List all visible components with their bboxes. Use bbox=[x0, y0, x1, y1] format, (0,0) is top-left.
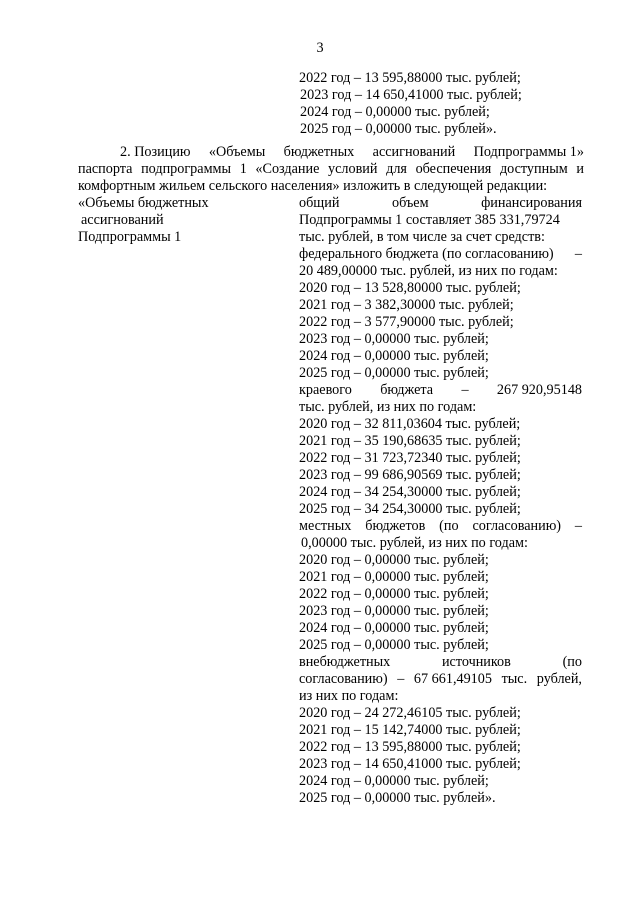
regional-year-line: 2023 год – 99 686,90569 тыс. рублей; bbox=[299, 467, 521, 483]
word: краевого bbox=[299, 382, 352, 398]
word: «Объемы bbox=[208, 144, 266, 160]
local-year-line: 2021 год – 0,00000 тыс. рублей; bbox=[299, 569, 489, 585]
left-column-line: Подпрограммы 1 bbox=[78, 229, 182, 245]
extrabudgetary-year-line: 2022 год – 13 595,88000 тыс. рублей; bbox=[299, 739, 521, 755]
page-number: 3 bbox=[316, 40, 324, 56]
federal-year-line: 2023 год – 0,00000 тыс. рублей; bbox=[299, 331, 489, 347]
local-budget-head bbox=[299, 518, 582, 535]
regional-budget-total: тыс. рублей, из них по годам: bbox=[299, 399, 477, 415]
right-line-total: Подпрограммы 1 составляет 385 331,79724 bbox=[299, 212, 560, 228]
word: 1 bbox=[239, 161, 247, 177]
word: условий bbox=[328, 161, 378, 177]
local-year-line: 2020 год – 0,00000 тыс. рублей; bbox=[299, 552, 489, 568]
word: (по bbox=[562, 654, 582, 670]
paragraph-line-1 bbox=[78, 144, 584, 161]
paragraph-line-2 bbox=[78, 161, 584, 178]
extrabudgetary-sub: из них по годам: bbox=[299, 688, 399, 704]
intro-line: 2025 год – 0,00000 тыс. рублей». bbox=[300, 121, 497, 137]
extrabudgetary-year-line: 2024 год – 0,00000 тыс. рублей; bbox=[299, 773, 489, 789]
word: «Создание bbox=[255, 161, 320, 177]
word: Подпрограммы 1» bbox=[473, 144, 584, 160]
table-left-column bbox=[78, 195, 278, 246]
federal-year-line: 2022 год – 3 577,90000 тыс. рублей; bbox=[299, 314, 514, 330]
intro-line: 2024 год – 0,00000 тыс. рублей; bbox=[300, 104, 490, 120]
word: обеспечения bbox=[415, 161, 492, 177]
intro-line: 2023 год – 14 650,41000 тыс. рублей; bbox=[300, 87, 522, 103]
word: федерального бюджета (по согласованию) bbox=[299, 246, 554, 262]
word: 267 920,95148 bbox=[496, 382, 582, 398]
federal-budget-total: 20 489,00000 тыс. рублей, из них по годам: bbox=[299, 263, 558, 279]
word: тыс. bbox=[501, 671, 528, 687]
word: источников bbox=[441, 654, 511, 670]
word: для bbox=[386, 161, 407, 177]
word: рублей, bbox=[536, 671, 582, 687]
word: бюджетных bbox=[283, 144, 355, 160]
regional-year-line: 2024 год – 34 254,30000 тыс. рублей; bbox=[299, 484, 521, 500]
left-column-line: «Объемы бюджетных bbox=[78, 195, 209, 211]
word: – bbox=[574, 246, 582, 262]
word: финансирования bbox=[481, 195, 582, 211]
word: паспорта bbox=[78, 161, 133, 177]
intro-line: 2022 год – 13 595,88000 тыс. рублей; bbox=[299, 70, 521, 86]
word: бюджета bbox=[380, 382, 434, 398]
word: согласованию) bbox=[299, 671, 388, 687]
extrabudgetary-total bbox=[299, 671, 582, 688]
local-year-line: 2025 год – 0,00000 тыс. рублей; bbox=[299, 637, 489, 653]
word: объем bbox=[391, 195, 429, 211]
federal-year-line: 2021 год – 3 382,30000 тыс. рублей; bbox=[299, 297, 514, 313]
right-line-total-head bbox=[299, 195, 582, 212]
extrabudgetary-year-line: 2020 год – 24 272,46105 тыс. рублей; bbox=[299, 705, 521, 721]
word: – bbox=[461, 382, 469, 398]
word: – bbox=[574, 518, 582, 534]
regional-year-line: 2021 год – 35 190,68635 тыс. рублей; bbox=[299, 433, 521, 449]
word: бюджетов bbox=[365, 518, 426, 534]
local-year-line: 2024 год – 0,00000 тыс. рублей; bbox=[299, 620, 489, 636]
extrabudgetary-year-line: 2021 год – 15 142,74000 тыс. рублей; bbox=[299, 722, 521, 738]
local-year-line: 2023 год – 0,00000 тыс. рублей; bbox=[299, 603, 489, 619]
extrabudgetary-head bbox=[299, 654, 582, 671]
word: внебюджетных bbox=[299, 654, 391, 670]
word: ассигнований bbox=[372, 144, 456, 160]
regional-year-line: 2025 год – 34 254,30000 тыс. рублей; bbox=[299, 501, 521, 517]
extrabudgetary-year-line: 2025 год – 0,00000 тыс. рублей». bbox=[299, 790, 496, 806]
word: (по bbox=[439, 518, 459, 534]
word: 2. Позицию bbox=[120, 144, 191, 160]
right-line-sources: тыс. рублей, в том числе за счет средств: bbox=[299, 229, 545, 245]
word: и bbox=[576, 161, 584, 177]
word: согласованию) bbox=[472, 518, 562, 534]
word: – bbox=[397, 671, 405, 687]
word: подпрограммы bbox=[141, 161, 232, 177]
left-column-line: ассигнований bbox=[81, 212, 164, 228]
local-year-line: 2022 год – 0,00000 тыс. рублей; bbox=[299, 586, 489, 602]
table-right-column bbox=[299, 195, 582, 807]
word: 67 661,49105 bbox=[413, 671, 492, 687]
regional-year-line: 2022 год – 31 723,72340 тыс. рублей; bbox=[299, 450, 521, 466]
extrabudgetary-year-line: 2023 год – 14 650,41000 тыс. рублей; bbox=[299, 756, 521, 772]
paragraph-line-3: комфортным жильем сельского населения» изложить в следующей редакции: bbox=[78, 178, 548, 194]
regional-budget-head bbox=[299, 382, 582, 399]
amendment-paragraph bbox=[78, 144, 584, 195]
federal-year-line: 2024 год – 0,00000 тыс. рублей; bbox=[299, 348, 489, 364]
local-budget-total: 0,00000 тыс. рублей, из них по годам: bbox=[301, 535, 528, 551]
word: доступным bbox=[499, 161, 568, 177]
federal-year-line: 2020 год – 13 528,80000 тыс. рублей; bbox=[299, 280, 521, 296]
federal-year-line: 2025 год – 0,00000 тыс. рублей; bbox=[299, 365, 489, 381]
regional-year-line: 2020 год – 32 811,03604 тыс. рублей; bbox=[299, 416, 521, 432]
word: местных bbox=[299, 518, 352, 534]
intro-year-list bbox=[299, 70, 521, 138]
federal-budget-head bbox=[299, 246, 582, 263]
word: общий bbox=[299, 195, 340, 211]
